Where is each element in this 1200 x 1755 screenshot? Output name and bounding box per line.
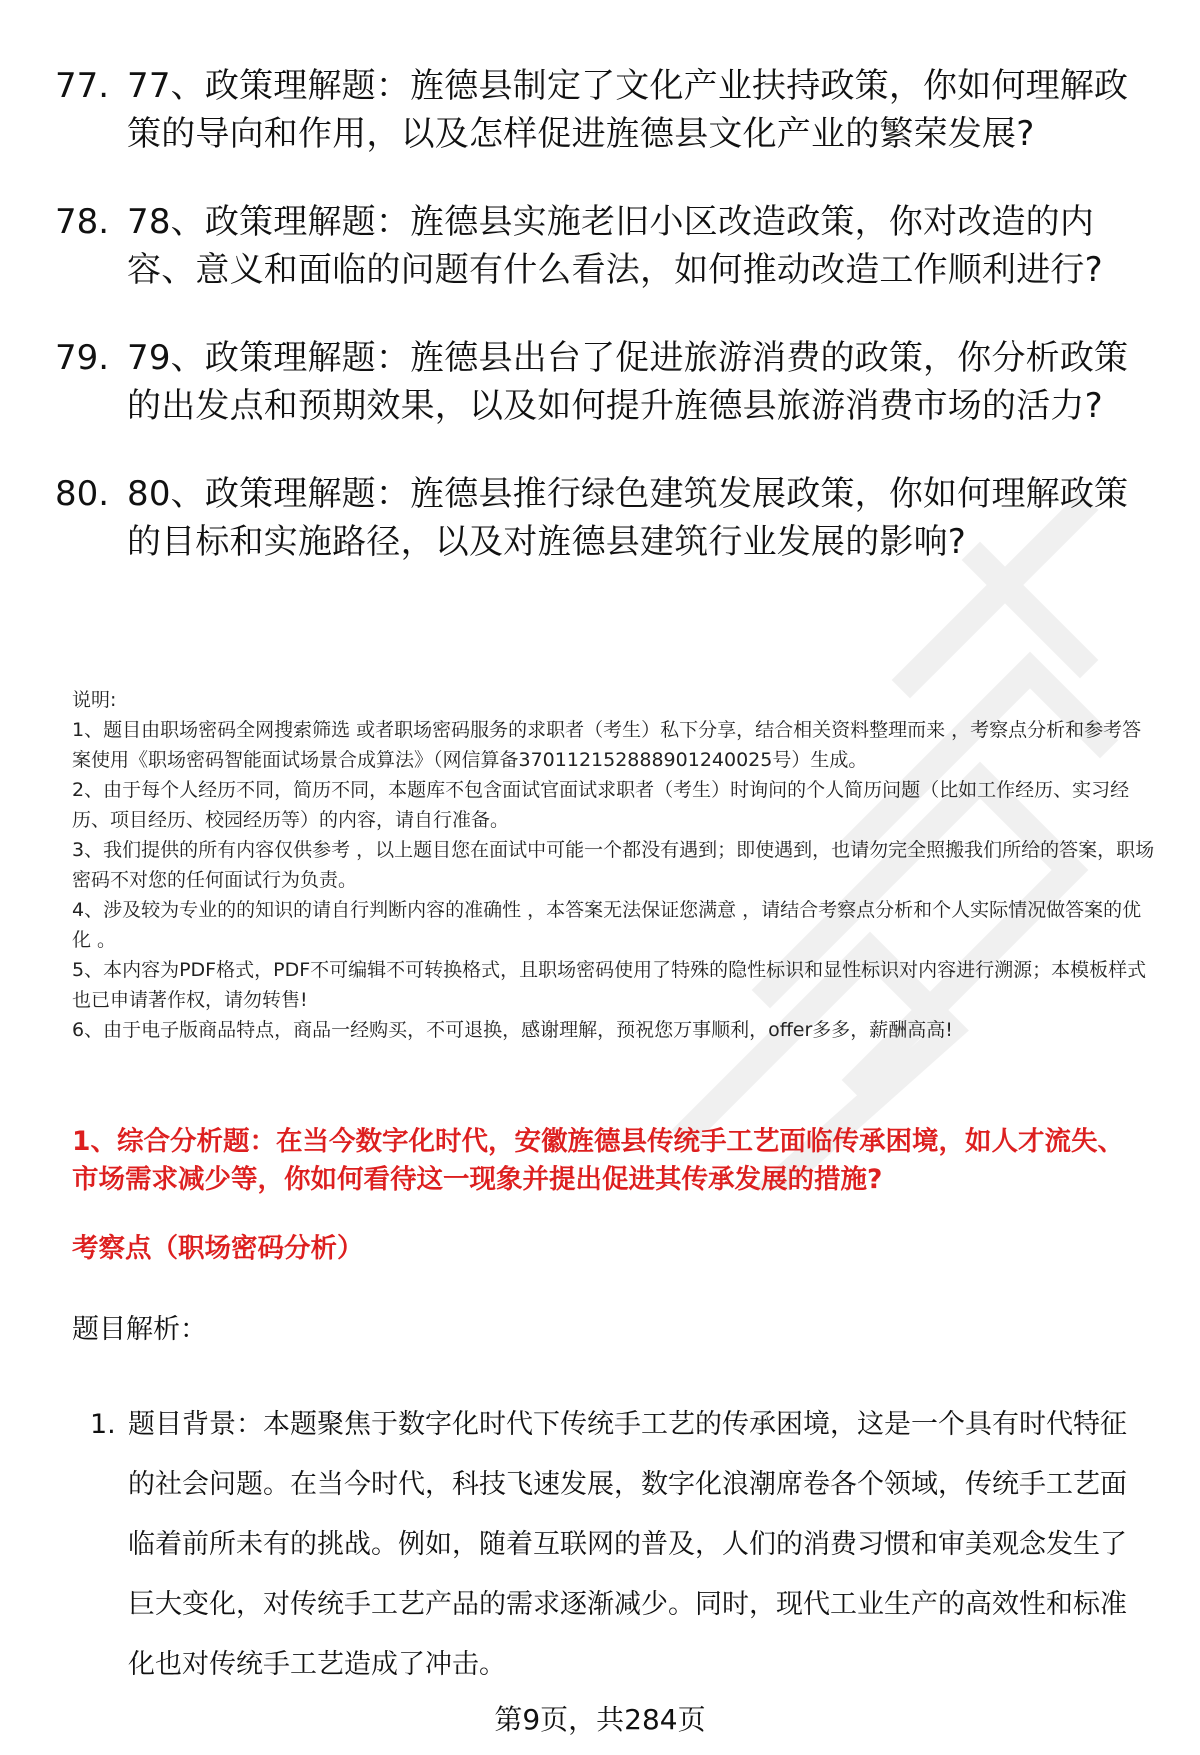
analysis-item-number: 1. bbox=[90, 1409, 116, 1440]
note-item: 5、本内容为PDF格式，PDF不可编辑不可转换格式，且职场密码使用了特殊的隐性标识和显性标识对内容进行溯源；本模板样式也已申请著作权，请勿转售! bbox=[72, 959, 1147, 1011]
note-item: 3、我们提供的所有内容仅供参考 ，以上题目您在面试中可能一个都没有遇到；即使遇到，也请勿完全照搬我们所给的答案，职场密码不对您的任何面试行为负责。 bbox=[72, 839, 1155, 891]
list-item bbox=[55, 334, 1145, 430]
note-item: 4、涉及较为专业的的知识的请自行判断内容的准确性 ，本答案无法保证您满意 ，请结合考察点分析和个人实际情况做答案的优化 。 bbox=[72, 899, 1142, 951]
exam-point-heading: 考察点（职场密码分析） bbox=[72, 1233, 364, 1264]
question-text: 77、政策理解题：旌德县制定了文化产业扶持政策，你如何理解政策的导向和作用，以及怎样促进旌德县文化产业的繁荣发展? bbox=[127, 66, 1129, 154]
list-item bbox=[55, 62, 1145, 158]
note-item: 1、题目由职场密码全网搜索筛选 或者职场密码服务的求职者（考生）私下分享，结合相关资料整理而来 ，考察点分析和参考答案使用《职场密码智能面试场景合成算法》（网信算备370112152888901240025号）生成。 bbox=[72, 719, 1142, 771]
question-title: 1、综合分析题：在当今数字化时代，安徽旌德县传统手工艺面临传承困境，如人才流失、市场需求减少等，你如何看待这一现象并提出促进其传承发展的措施? bbox=[72, 1126, 1124, 1195]
question-text: 80、政策理解题：旌德县推行绿色建筑发展政策，你如何理解政策的目标和实施路径，以及对旌德县建筑行业发展的影响? bbox=[127, 474, 1129, 562]
question-number: 77. bbox=[55, 66, 110, 106]
question-text: 79、政策理解题：旌德县出台了促进旅游消费的政策，你分析政策的出发点和预期效果，以及如何提升旌德县旅游消费市场的活力? bbox=[127, 338, 1129, 426]
question-number: 79. bbox=[55, 338, 110, 378]
list-item bbox=[55, 198, 1145, 294]
note-item: 6、由于电子版商品特点，商品一经购买，不可退换，感谢理解，预祝您万事顺利，offer多多，薪酬高高! bbox=[72, 1019, 953, 1041]
list-item bbox=[55, 470, 1145, 566]
notes-section bbox=[72, 685, 1160, 1045]
question-list bbox=[55, 62, 1145, 606]
question-text: 78、政策理解题：旌德县实施老旧小区改造政策，你对改造的内容、意义和面临的问题有什么看法，如何推动改造工作顺利进行? bbox=[127, 202, 1103, 290]
page-number: 第9页，共284页 bbox=[494, 1703, 706, 1736]
analysis-label: 题目解析： bbox=[72, 1314, 207, 1345]
question-number: 78. bbox=[55, 202, 110, 242]
analysis-item-text: 题目背景：本题聚焦于数字化时代下传统手工艺的传承困境，这是一个具有时代特征的社会问题。在当今时代，科技飞速发展，数字化浪潮席卷各个领域，传统手工艺面临着前所未有的挑战。例如，随着互联网的普及，人们的消费习惯和审美观念发生了巨大变化，对传统手工艺产品的需求逐渐减少。同时，现代工业生产的高效性和标准化也对传统手工艺造成了冲击。 bbox=[128, 1409, 1127, 1680]
note-item: 2、由于每个人经历不同，简历不同，本题库不包含面试官面试求职者（考生）时询问的个人简历问题（比如工作经历、实习经历、项目经历、校园经历等）的内容，请自行准备。 bbox=[72, 779, 1130, 831]
question-number: 80. bbox=[55, 474, 110, 514]
notes-title: 说明: bbox=[72, 689, 117, 711]
analysis-list-item bbox=[90, 1395, 1150, 1695]
